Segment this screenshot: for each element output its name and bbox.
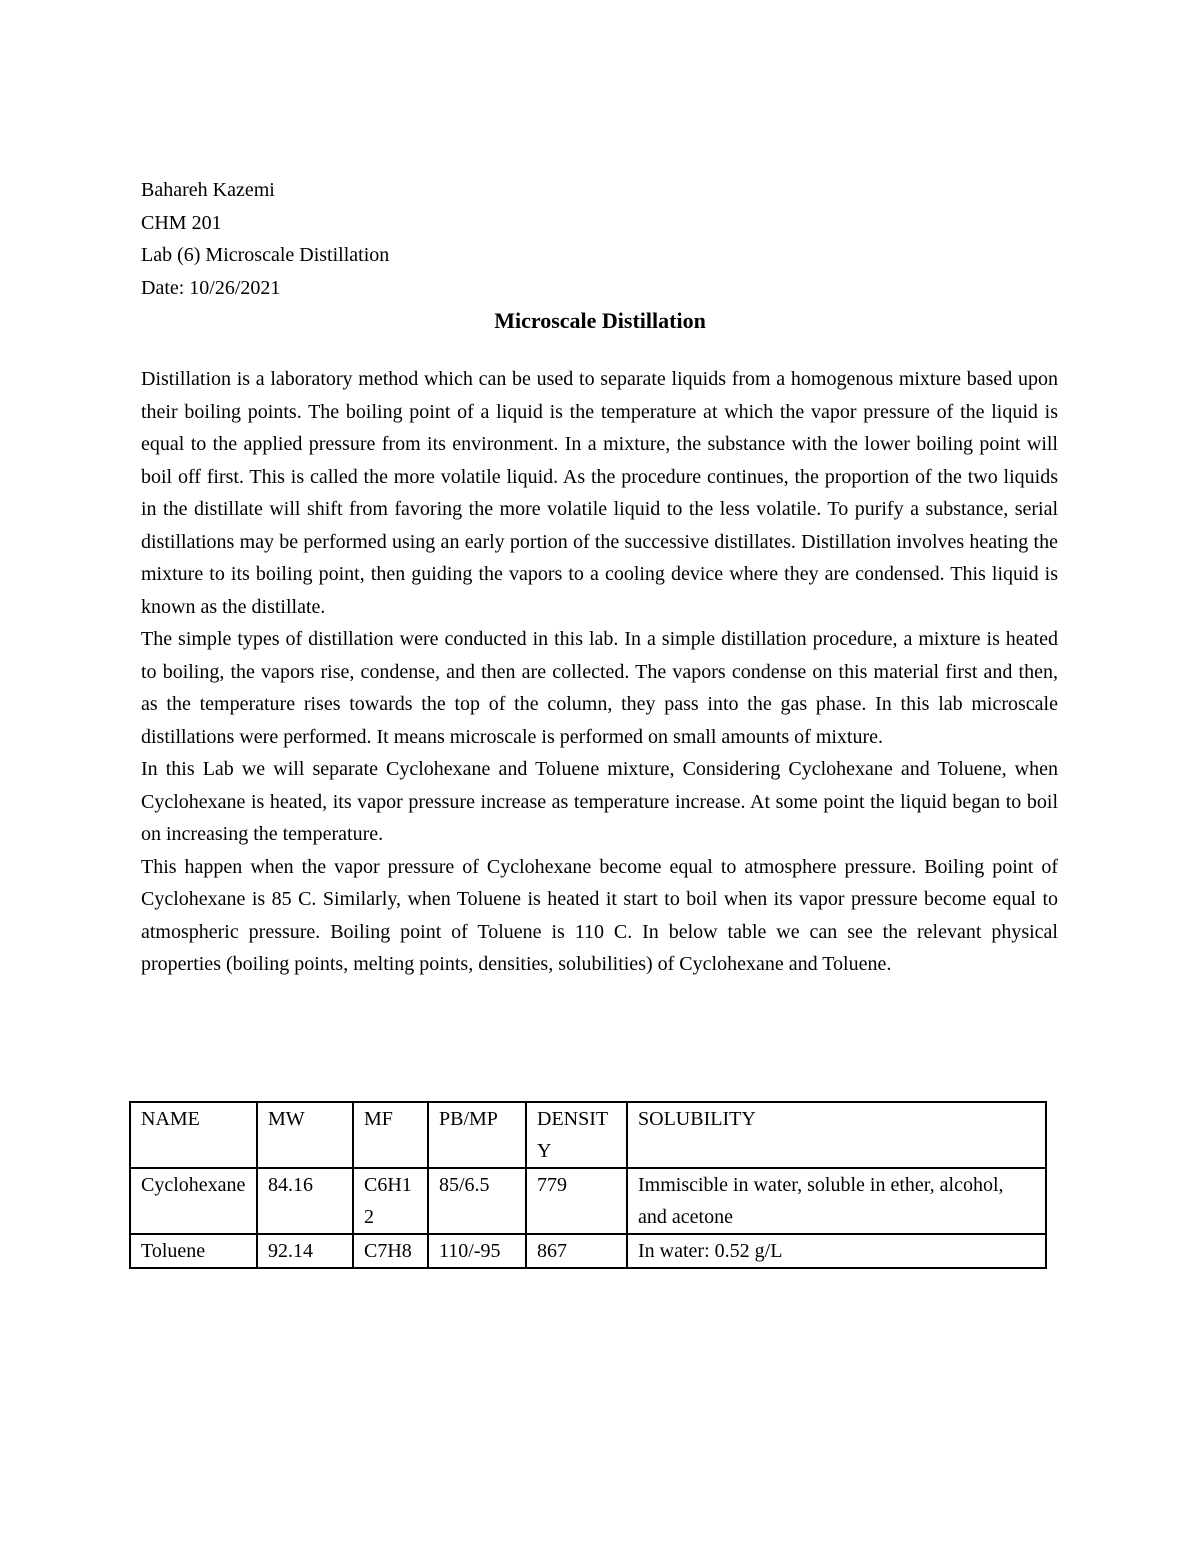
table-header-cell: SOLUBILITY <box>627 1102 1046 1168</box>
document-header <box>141 174 389 304</box>
table-cell: Cyclohexane <box>130 1168 257 1234</box>
body-text <box>141 363 1058 981</box>
physical-properties-table <box>129 1101 1047 1269</box>
paragraph-lab-mixture: In this Lab we will separate Cyclohexane and Toluene mixture, Considering Cyclohexane and Toluene, when Cyclohexane is heated, its vapor pressure increase as temperature increase. At some point the liquid began to boil on increasing the temperature. <box>141 758 1058 845</box>
table-cell: 92.14 <box>257 1234 353 1268</box>
table-cell: 867 <box>526 1234 627 1268</box>
course-code: CHM 201 <box>141 211 222 234</box>
table-header-row <box>130 1102 1046 1168</box>
table-cell: 85/6.5 <box>428 1168 526 1234</box>
table-cell: C7H8 <box>353 1234 428 1268</box>
paragraph-distillation-intro: Distillation is a laboratory method which can be used to separate liquids from a homogenous mixture based upon their boiling points. The boiling point of a liquid is the temperature at which the vapor pressure of the liquid is equal to the applied pressure from its environment. In a mixture, the substance with the lower boiling point will boil off first. This is called the more volatile liquid. As the procedure continues, the proportion of the two liquids in the distillate will shift from favoring the more volatile liquid to the less volatile. To purify a substance, serial distillations may be performed using an early portion of the successive distillates. Distillation involves heating the mixture to its boiling point, then guiding the vapors to a cooling device where they are condensed. This liquid is known as the distillate. <box>141 368 1058 618</box>
document-title: Microscale Distillation <box>494 308 706 333</box>
paragraph-simple-distillation: The simple types of distillation were conducted in this lab. In a simple distillation procedure, a mixture is heated to boiling, the vapors rise, condense, and then are collected. The vapors condense on this material first and then, as the temperature rises towards the top of the column, they pass into the gas phase. In this lab microscale distillations were performed. It means microscale is performed on small amounts of mixture. <box>141 628 1058 748</box>
table-header-cell: PB/MP <box>428 1102 526 1168</box>
table-cell: 779 <box>526 1168 627 1234</box>
table-header-cell: MF <box>353 1102 428 1168</box>
table-cell: Immiscible in water, soluble in ether, alcohol, and acetone <box>627 1168 1046 1234</box>
table-cell: 110/-95 <box>428 1234 526 1268</box>
lab-title: Lab (6) Microscale Distillation <box>141 244 390 266</box>
table-row <box>130 1234 1046 1268</box>
report-date: Date: 10/26/2021 <box>141 276 281 299</box>
table-header-cell: MW <box>257 1102 353 1168</box>
paragraph-boiling-points: This happen when the vapor pressure of Cyclohexane become equal to atmosphere pressure. Boiling point of Cyclohexane is 85 C. Similarly, when Toluene is heated it start to boil when its vapor pressure become equal to atmospheric pressure. Boiling point of Toluene is 110 C. In below table we can see the relevant physical properties (boiling points, melting points, densities, solubilities) of Cyclohexane and Toluene. <box>141 855 1058 975</box>
table-header-cell: DENSITY <box>526 1102 627 1168</box>
table-cell: In water: 0.52 g/L <box>627 1234 1046 1268</box>
table-row <box>130 1168 1046 1234</box>
table-cell: C6H12 <box>353 1168 428 1234</box>
table-cell: 84.16 <box>257 1168 353 1234</box>
author-name: Bahareh Kazemi <box>141 179 275 201</box>
table-header-cell: NAME <box>130 1102 257 1168</box>
table-cell: Toluene <box>130 1234 257 1268</box>
